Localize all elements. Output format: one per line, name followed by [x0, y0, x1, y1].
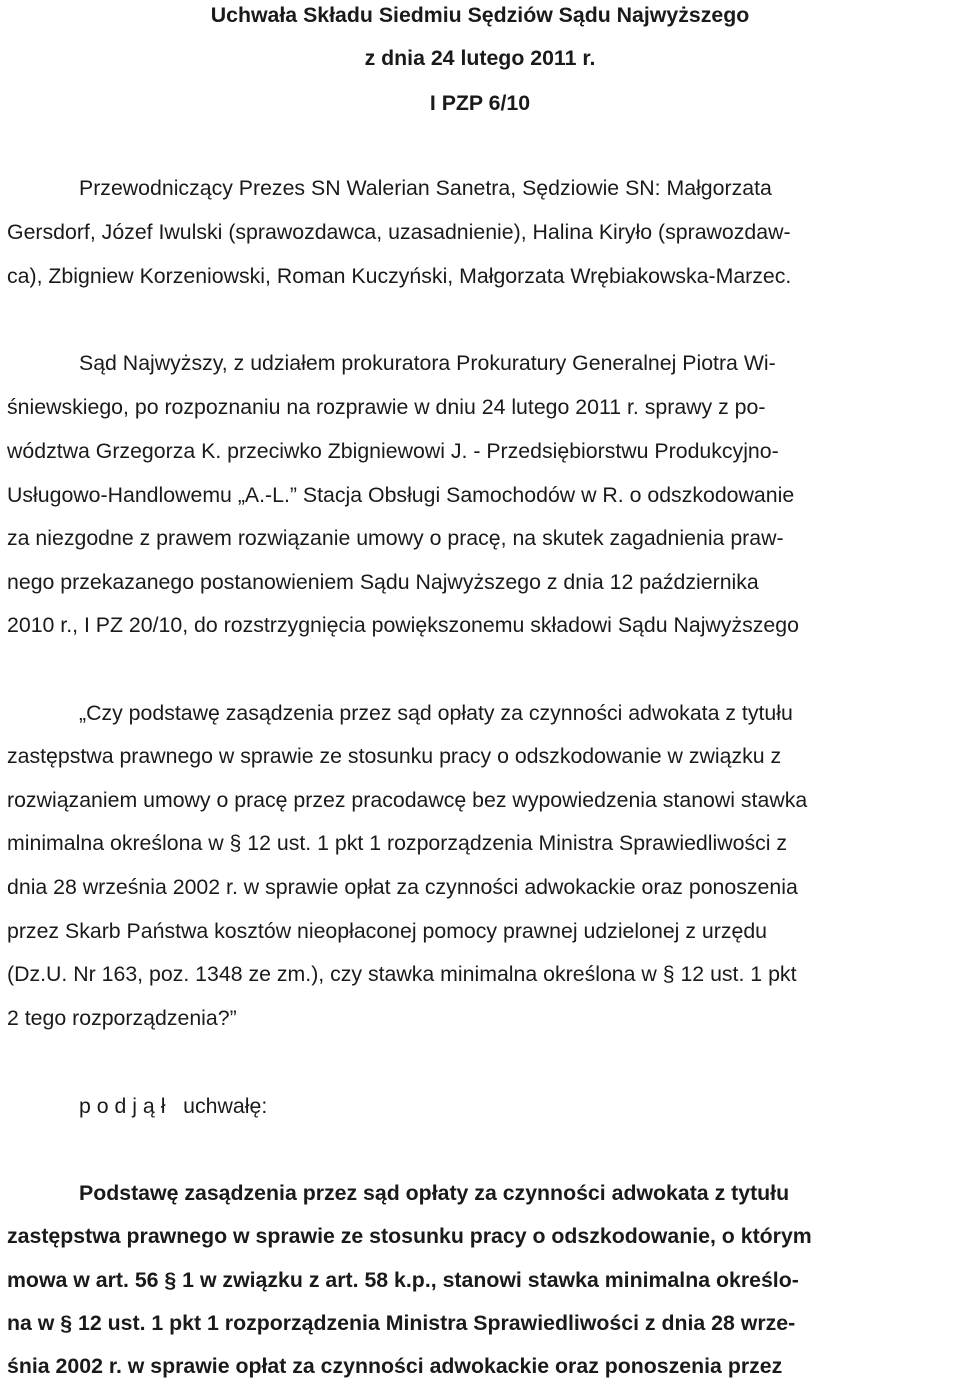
- resolution-line: mowa w art. 56 § 1 w związku z art. 58 k.p., stanowi stawka minimalna określo-: [7, 1268, 799, 1292]
- legal-question-line: minimalna określona w § 12 ust. 1 pkt 1 rozporządzenia Ministra Sprawiedliwości z: [7, 831, 788, 855]
- proceedings-line: wództwa Grzegorza K. przeciwko Zbigniewowi J. - Przedsiębiorstwu Produkcyjno-: [7, 439, 779, 463]
- proceedings-line: nego przekazanego postanowieniem Sądu Najwyższego z dnia 12 października: [7, 570, 759, 594]
- composition-line: Gersdorf, Józef Iwulski (sprawozdawca, uzasadnienie), Halina Kiryło (sprawozdaw-: [7, 220, 791, 244]
- document-title-line-1: Uchwała Składu Siedmiu Sędziów Sądu Najwyższego: [210, 3, 750, 27]
- decision-intro: p o d j ą ł uchwałę:: [79, 1094, 268, 1118]
- legal-question-line: przez Skarb Państwa kosztów nieopłaconej pomocy prawnej udzielonej z urzędu: [7, 919, 768, 943]
- legal-question-line: „Czy podstawę zasądzenia przez sąd opłaty za czynności adwokata z tytułu: [79, 701, 793, 725]
- composition-line: Przewodniczący Prezes SN Walerian Sanetra, Sędziowie SN: Małgorzata: [79, 176, 772, 200]
- proceedings-line: 2010 r., I PZ 20/10, do rozstrzygnięcia powiększonemu składowi Sądu Najwyższego: [7, 613, 799, 637]
- resolution-line: na w § 12 ust. 1 pkt 1 rozporządzenia Ministra Sprawiedliwości z dnia 28 wrze-: [7, 1311, 796, 1335]
- legal-question-line: dnia 28 września 2002 r. w sprawie opłat za czynności adwokackie oraz ponoszenia: [7, 875, 798, 899]
- document-title-line-2: z dnia 24 lutego 2011 r.: [364, 46, 596, 70]
- resolution-line: śnia 2002 r. w sprawie opłat za czynności adwokackie oraz ponoszenia przez: [7, 1354, 783, 1378]
- legal-question-line: (Dz.U. Nr 163, poz. 1348 ze zm.), czy stawka minimalna określona w § 12 ust. 1 pkt: [7, 962, 797, 986]
- proceedings-line: Sąd Najwyższy, z udziałem prokuratora Prokuratury Generalnej Piotra Wi-: [79, 351, 776, 375]
- legal-question-line: zastępstwa prawnego w sprawie ze stosunku pracy o odszkodowanie w związku z: [7, 744, 782, 768]
- resolution-line: zastępstwa prawnego w sprawie ze stosunku pracy o odszkodowanie, o którym: [7, 1224, 812, 1248]
- resolution-line: Podstawę zasądzenia przez sąd opłaty za czynności adwokata z tytułu: [79, 1181, 790, 1205]
- proceedings-line: Usługowo-Handlowemu „A.-L.” Stacja Obsługi Samochodów w R. o odszkodowanie: [7, 483, 795, 507]
- proceedings-line: śniewskiego, po rozpoznaniu na rozprawie w dniu 24 lutego 2011 r. sprawy z po-: [7, 395, 766, 419]
- composition-line: ca), Zbigniew Korzeniowski, Roman Kuczyński, Małgorzata Wrębiakowska-Marzec.: [7, 264, 792, 288]
- proceedings-line: za niezgodne z prawem rozwiązanie umowy o pracę, na skutek zagadnienia praw-: [7, 526, 784, 550]
- legal-question-line: 2 tego rozporządzenia?”: [7, 1006, 237, 1030]
- legal-question-line: rozwiązaniem umowy o pracę przez pracodawcę bez wypowiedzenia stanowi stawka: [7, 788, 808, 812]
- case-number: I PZP 6/10: [429, 91, 531, 115]
